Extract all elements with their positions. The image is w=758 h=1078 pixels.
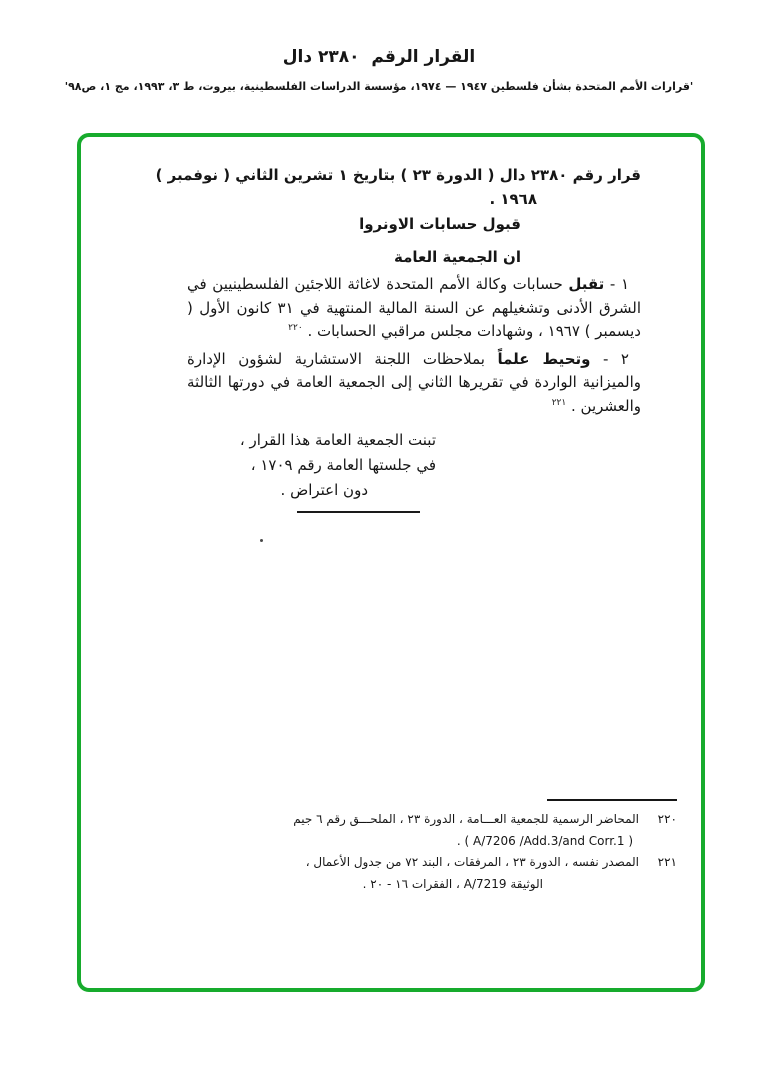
document-frame <box>77 133 705 992</box>
paragraph-2-text: بملاحظات اللجنة الاستشارية لشؤون الإدارة والميزانية الواردة في تقريرها الثاني إلى الجمعية العامة في دورتها الثالثة والعشرين . <box>187 349 641 415</box>
operative-paragraph-1 <box>187 273 641 344</box>
footnote-221-text: المصدر نفسه ، الدورة ٢٣ ، المرفقات ، البند ٧٢ من جدول الأعمال ، <box>305 855 639 869</box>
footnote-220-marker: ٢٢٠ <box>657 812 677 826</box>
resolution-body <box>81 137 701 513</box>
paragraph-2-lead: وتحيط علماً <box>497 349 591 368</box>
footnote-divider <box>547 799 677 801</box>
resolution-heading-line2: ١٩٦٨ . <box>489 190 537 208</box>
adoption-note <box>187 428 641 513</box>
operative-paragraph-2 <box>187 348 641 419</box>
footnote-220-reference: . ( A/7206 /Add.3/and Corr.1 ) <box>456 833 633 848</box>
resolution-heading-line1: قرار رقم ٢٣٨٠ دال ( الدورة ٢٣ ) بتاريخ ١ تشرين الثاني ( نوفمبر ) <box>155 166 641 184</box>
paragraph-2-number: ٢ - <box>590 349 629 368</box>
paragraph-1-number: ١ - <box>604 275 630 293</box>
resolution-subject: قبول حسابات الاونروا <box>359 215 521 233</box>
footnote-221 <box>177 852 677 895</box>
footnote-220-text: المحاضر الرسمية للجمعية العـــامة ، الدورة ٢٣ ، الملحـــق رقم ٦ جيم <box>293 812 639 826</box>
source-citation: 'قرارات الأمم المتحدة بشأن فلسطين ١٩٤٧ — ١٩٧٤، مؤسسة الدراسات الفلسطينية، بيروت، ط ٣، ١٩٩٣، مج ١، ص٩٨' <box>64 80 694 93</box>
adoption-line-3: دون اعتراض . <box>280 481 368 499</box>
footnotes-section <box>177 799 677 895</box>
adoption-line-2: في جلستها العامة رقم ١٧٠٩ ، <box>250 456 436 474</box>
assembly-opener: ان الجمعية العامة <box>394 248 521 266</box>
adoption-line-1: تبنت الجمعية العامة هذا القرار ، <box>239 431 436 449</box>
paragraph-1-text: حسابات وكالة الأمم المتحدة لاغاثة اللاجئين الفلسطينيين في الشرق الأدنى وتشغيلهم عن السنة المالية المنتهية في ٣١ كانون الأول ( ديسمبر ) ١٩٦٧ ، وشهادات مجلس مراقبي الحسابات . <box>187 275 642 340</box>
end-divider <box>297 511 420 513</box>
footnote-ref-220: ٢٢٠ <box>288 323 303 333</box>
page-title: القرار الرقم ٢٣٨٠ دال <box>282 47 476 67</box>
footnote-221-marker: ٢٢١ <box>657 855 677 869</box>
ink-speck <box>260 539 263 542</box>
footnote-220-line1 <box>177 809 677 831</box>
footnote-221-reference: الوثيقة A/7219 ، الفقرات ١٦ - ٢٠ . <box>362 876 543 891</box>
paragraph-1-lead: تقبل <box>568 275 605 293</box>
footnote-221-line1 <box>177 852 677 874</box>
footnote-220 <box>177 809 677 852</box>
footnote-ref-221: ٢٢١ <box>551 397 567 408</box>
